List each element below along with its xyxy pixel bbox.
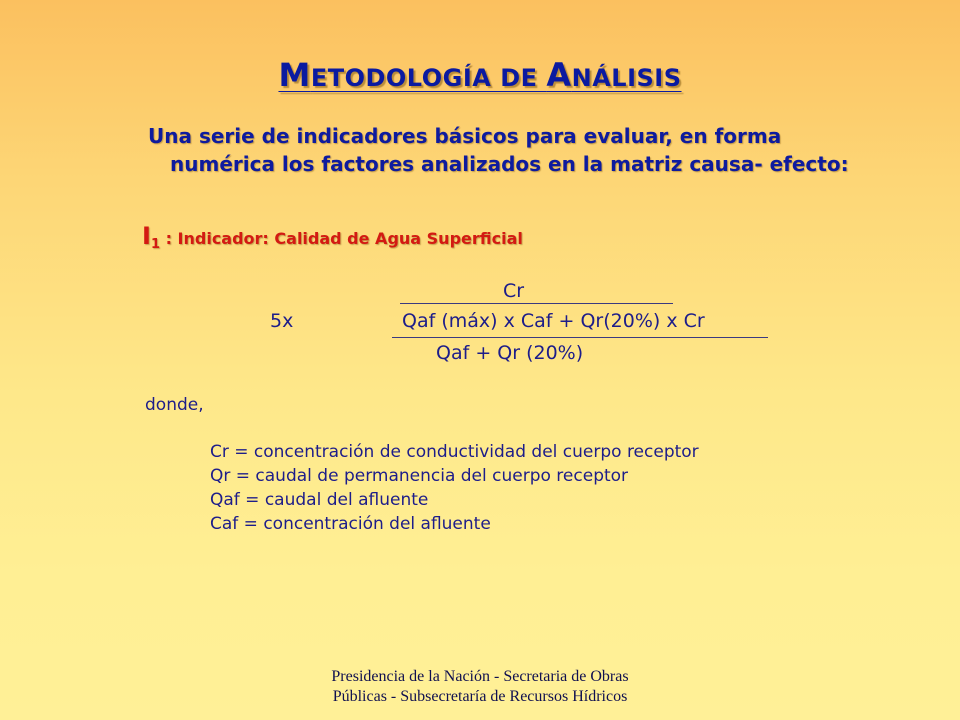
- formula-inner-fraction-line: [400, 303, 673, 304]
- slide-title: [0, 56, 960, 94]
- indicator-label: : Indicador: Calidad de Agua Superficial: [165, 229, 523, 248]
- title-rest-2: NÁLISIS: [571, 64, 682, 92]
- indicator-subscript: 1: [150, 237, 160, 253]
- intro-paragraph: Una serie de indicadores básicos para evaluar, en forma numérica los factores analizados en la matriz causa- efecto:: [148, 124, 849, 176]
- definition-item: Qr = caudal de permanencia del cuerpo receptor: [210, 466, 629, 486]
- footer-text: Presidencia de la Nación - Secretaria de Obras Públicas - Subsecretaría de Recursos Hídricos: [331, 668, 629, 705]
- definitions-list: [210, 440, 699, 536]
- indicator-heading: [142, 222, 523, 252]
- title-cap-1: M: [278, 56, 311, 94]
- definition-item: Caf = concentración del afluente: [210, 514, 491, 534]
- title-rest-1: ETODOLOGÍA DE: [310, 64, 547, 92]
- definition-item: Qaf = caudal del afluente: [210, 490, 429, 510]
- formula-inner-numerator: Cr: [503, 280, 525, 302]
- where-label: donde,: [145, 395, 204, 415]
- formula-main-fraction-line: [392, 337, 768, 338]
- formula-denominator: Qaf + Qr (20%): [436, 342, 584, 364]
- indicator-symbol: I: [142, 222, 151, 250]
- formula-multiplier: 5x: [270, 310, 294, 332]
- definition-item: Cr = concentración de conductividad del cuerpo receptor: [210, 442, 699, 462]
- formula-middle: Qaf (máx) x Caf + Qr(20%) x Cr: [402, 310, 705, 332]
- title-cap-2: A: [546, 56, 572, 94]
